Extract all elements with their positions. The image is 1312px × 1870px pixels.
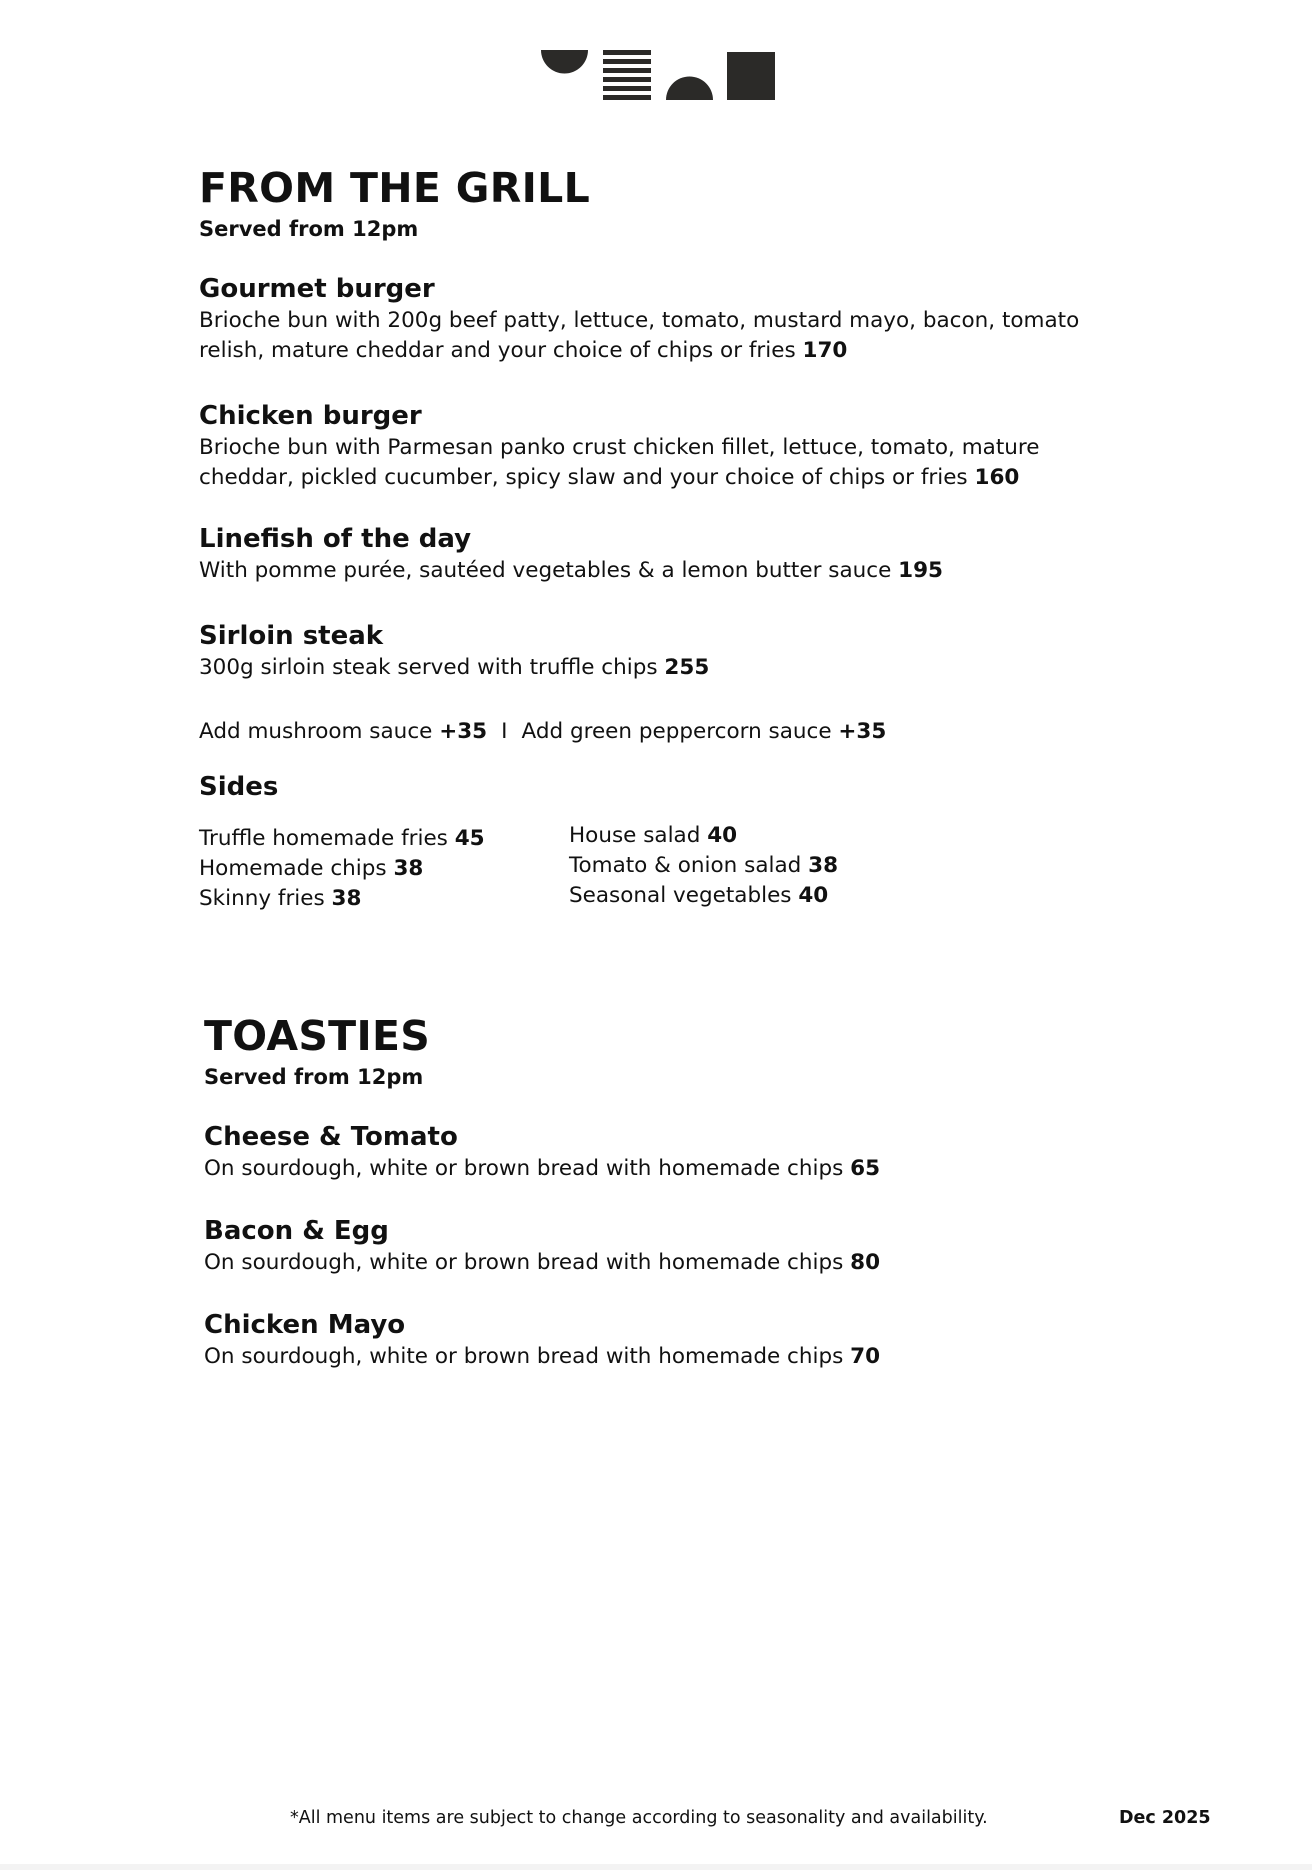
item-price: 70 [850,1344,881,1369]
description-line: On sourdough, white or brown bread with homemade chips [204,1250,851,1275]
logo-half-circle-up [666,77,713,101]
grill-section [199,163,1159,921]
addon-price: +35 [838,719,887,744]
side-item [199,854,485,884]
item-price: 160 [974,465,1020,490]
menu-item [199,400,1159,493]
item-description [199,306,1159,366]
item-name: Chicken Mayo [204,1310,406,1340]
side-label: Seasonal vegetables [569,883,799,908]
item-name: Gourmet burger [199,274,435,304]
item-name: Bacon & Egg [204,1216,389,1246]
toasties-section [204,1011,1164,1372]
menu-item [204,1215,1164,1278]
sides-column-right [569,821,838,911]
side-item [569,881,838,911]
section-subtitle: Served from 12pm [199,217,419,241]
addon-price: +35 [439,719,488,744]
section-title: FROM THE GRILL [199,164,590,212]
item-description [199,653,1159,683]
side-price: 38 [393,856,424,881]
addon-label: Add green peppercorn sauce [521,719,839,744]
side-item [569,851,838,881]
description-line: Brioche bun with Parmesan panko crust chicken fillet, lettuce, tomato, mature [199,435,1040,460]
brand-logo [541,50,775,100]
item-name: Linefish of the day [199,524,472,554]
item-name: Chicken burger [199,401,422,431]
sides-list [199,821,1159,921]
section-title: TOASTIES [204,1012,431,1060]
side-price: 40 [707,823,738,848]
item-description [204,1248,1164,1278]
logo-stripe [603,95,651,100]
description-line: relish, mature cheddar and your choice of chips or fries [199,338,803,363]
description-line: Brioche bun with 200g beef patty, lettuce, tomato, mustard mayo, bacon, tomato [199,308,1080,333]
menu-item [199,273,1159,366]
sides-heading: Sides [199,772,279,802]
item-description [204,1342,1164,1372]
sides-column-left [199,824,485,914]
item-name: Cheese & Tomato [204,1122,458,1152]
footer-date: Dec 2025 [1119,1808,1211,1828]
side-price: 38 [808,853,839,878]
logo-stripe [603,50,651,55]
item-name: Sirloin steak [199,621,384,651]
side-price: 40 [798,883,829,908]
item-price: 195 [898,558,944,583]
addon-separator: I [501,719,508,744]
side-item [569,821,838,851]
section-subtitle: Served from 12pm [204,1065,424,1089]
logo-half-circle-down [541,50,588,73]
page-edge [0,1864,1312,1870]
logo-stripe [603,86,651,91]
logo-stripe [603,77,651,82]
description-line: On sourdough, white or brown bread with homemade chips [204,1344,851,1369]
side-item [199,884,485,914]
menu-item [204,1309,1164,1372]
menu-item [204,1121,1164,1184]
logo-stripe [603,59,651,64]
addon-label: Add mushroom sauce [199,719,440,744]
side-label: Tomato & onion salad [569,853,809,878]
logo-square [727,52,775,100]
side-label: Truffle homemade fries [199,826,455,851]
description-line: On sourdough, white or brown bread with homemade chips [204,1156,851,1181]
item-description [199,556,1159,586]
side-label: Skinny fries [199,886,332,911]
item-description [204,1154,1164,1184]
menu-item [199,620,1159,683]
item-price: 80 [850,1250,881,1275]
item-price: 65 [850,1156,881,1181]
item-description [199,433,1159,493]
item-price: 170 [802,338,848,363]
description-line: 300g sirloin steak served with truffle chips [199,655,665,680]
side-price: 45 [454,826,485,851]
side-label: Homemade chips [199,856,394,881]
side-label: House salad [569,823,708,848]
item-price: 255 [664,655,710,680]
side-price: 38 [331,886,362,911]
sauce-addons [199,717,1159,747]
logo-stripe [603,68,651,73]
description-line: With pomme purée, sautéed vegetables & a lemon butter sauce [199,558,899,583]
description-line: cheddar, pickled cucumber, spicy slaw and your choice of chips or fries [199,465,975,490]
side-item [199,824,485,854]
menu-item [199,523,1159,586]
footer-disclaimer: *All menu items are subject to change according to seasonality and availability. [290,1808,988,1828]
